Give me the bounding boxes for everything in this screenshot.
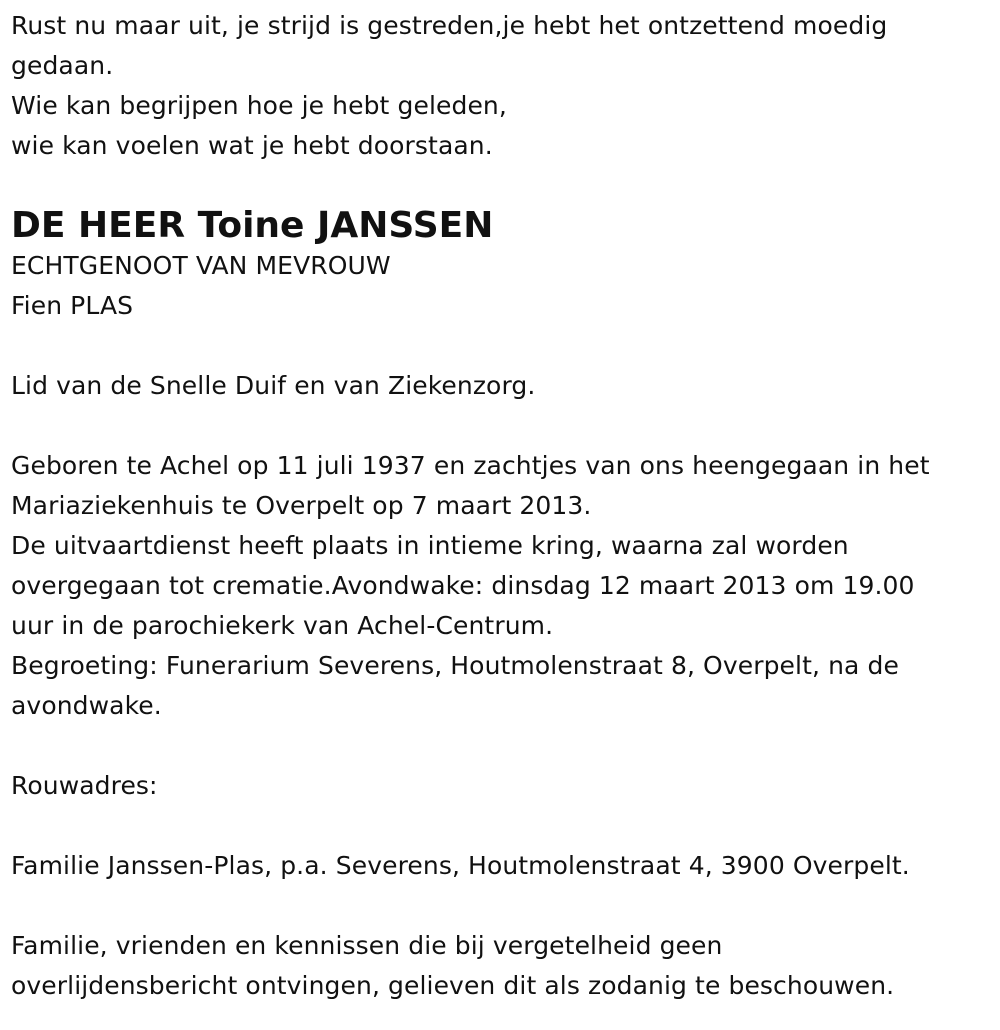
closing-paragraph bbox=[11, 926, 991, 1006]
details-line-5: uur in de parochiekerk van Achel-Centrum. bbox=[11, 611, 554, 640]
closing-line-2: overlijdensbericht ontvingen, gelieven dit als zodanig te beschouwen. bbox=[11, 971, 895, 1000]
details-line-3: De uitvaartdienst heeft plaats in intieme kring, waarna zal worden bbox=[11, 531, 849, 560]
membership-text: Lid van de Snelle Duif en van Ziekenzorg. bbox=[11, 371, 536, 400]
poem-line-4: wie kan voelen wat je hebt doorstaan. bbox=[11, 131, 493, 160]
mourning-address: Familie Janssen-Plas, p.a. Severens, Houtmolenstraat 4, 3900 Overpelt. bbox=[11, 851, 910, 880]
details-line-1: Geboren te Achel op 11 juli 1937 en zachtjes van ons heengegaan in het bbox=[11, 451, 930, 480]
details-line-2: Mariaziekenhuis te Overpelt op 7 maart 2013. bbox=[11, 491, 592, 520]
poem-line-3: Wie kan begrijpen hoe je hebt geleden, bbox=[11, 91, 507, 120]
details-paragraph bbox=[11, 446, 991, 726]
spacer bbox=[11, 326, 991, 366]
deceased-name: DE HEER Toine JANSSEN bbox=[11, 205, 494, 246]
spacer bbox=[11, 406, 991, 446]
poem bbox=[11, 6, 991, 166]
obituary-notice bbox=[11, 6, 991, 1006]
relation-label: ECHTGENOOT VAN MEVROUW bbox=[11, 251, 391, 280]
spacer bbox=[11, 886, 991, 926]
poem-line-1: Rust nu maar uit, je strijd is gestreden,je hebt het ontzettend moedig bbox=[11, 11, 888, 40]
mourning-address-label: Rouwadres: bbox=[11, 771, 158, 800]
poem-line-2: gedaan. bbox=[11, 51, 114, 80]
spouse-name: Fien PLAS bbox=[11, 291, 134, 320]
details-line-7: avondwake. bbox=[11, 691, 162, 720]
details-line-6: Begroeting: Funerarium Severens, Houtmolenstraat 8, Overpelt, na de bbox=[11, 651, 899, 680]
spacer bbox=[11, 726, 991, 766]
details-line-4: overgegaan tot crematie.Avondwake: dinsdag 12 maart 2013 om 19.00 bbox=[11, 571, 915, 600]
spacer bbox=[11, 806, 991, 846]
closing-line-1: Familie, vrienden en kennissen die bij vergetelheid geen bbox=[11, 931, 723, 960]
